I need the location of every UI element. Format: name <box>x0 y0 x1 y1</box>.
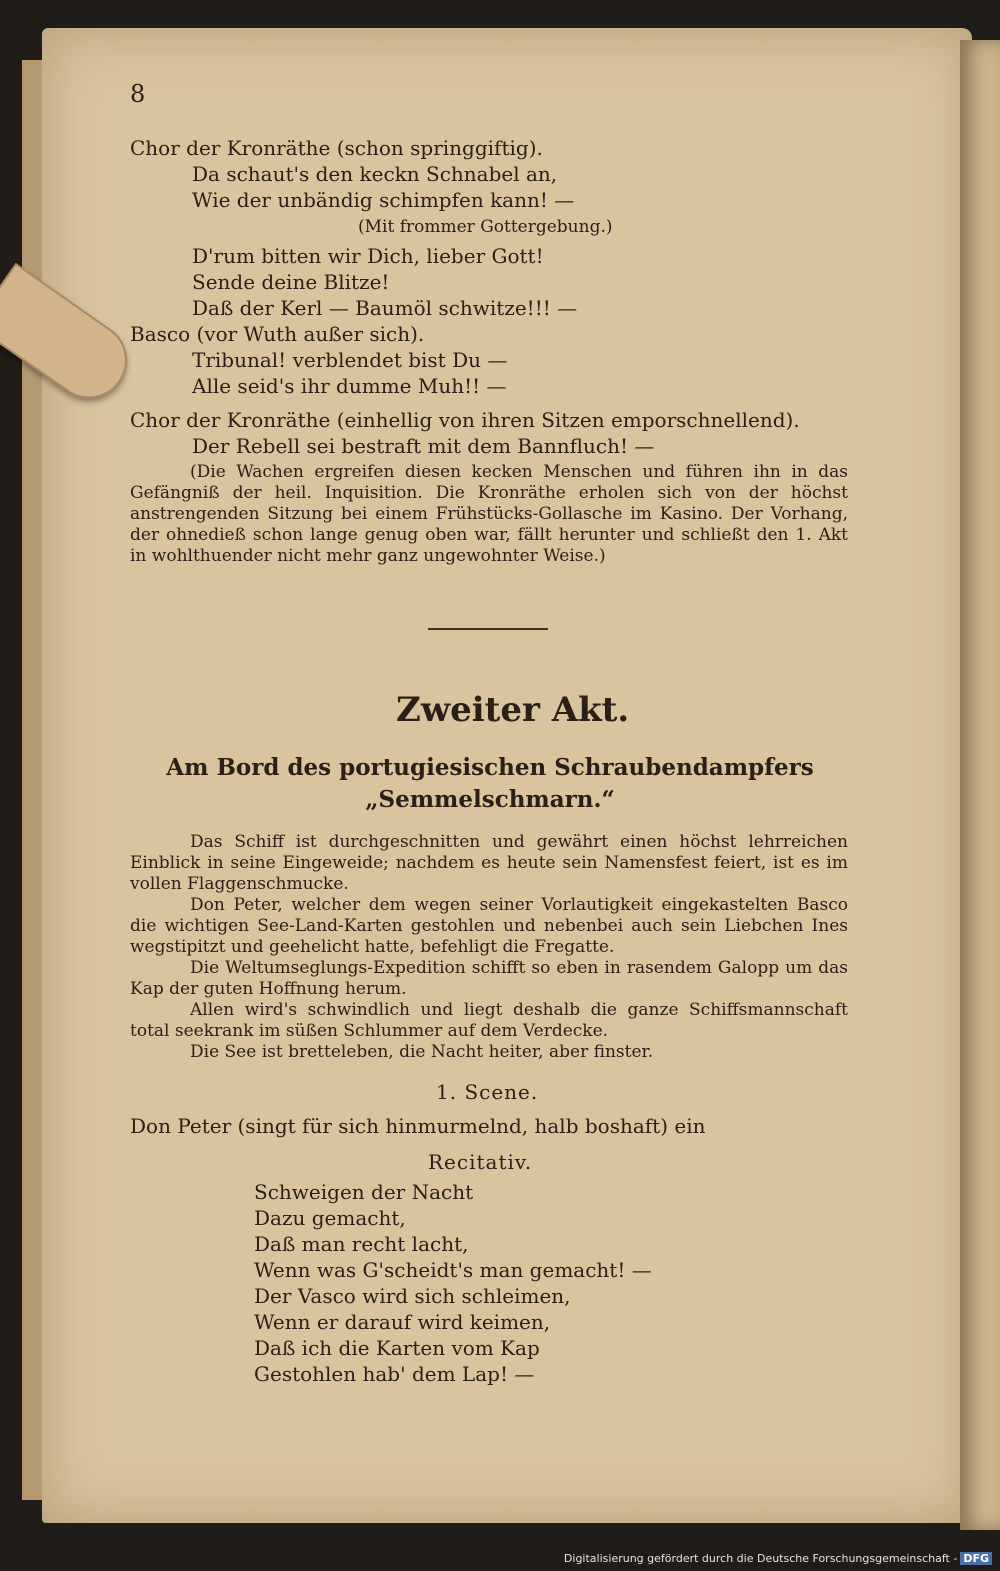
verse-line: Daß man recht lacht, <box>254 1232 469 1256</box>
speaker-line: Chor der Kronräthe (schon springgiftig). <box>130 136 543 160</box>
paragraph: Die Weltumseglungs-Expedition schifft so eben in rasendem Galopp um das Kap der guten Hoffnung herum. <box>130 958 848 999</box>
speaker-line: Chor der Kronräthe (einhellig von ihren Sitzen emporschnellend). <box>130 408 800 432</box>
dfg-logo: DFG <box>960 1552 992 1565</box>
stage-note: (Mit frommer Gottergebung.) <box>358 217 613 237</box>
verse-line: Schweigen der Nacht <box>254 1180 474 1204</box>
verse-line: Tribunal! verblendet bist Du — <box>192 348 508 372</box>
speaker-line: Don Peter (singt für sich hinmurmelnd, halb boshaft) ein <box>130 1114 706 1138</box>
verse-line: Wenn was G'scheidt's man gemacht! — <box>254 1258 652 1282</box>
paragraph: Allen wird's schwindlich und liegt deshalb die ganze Schiffsmannschaft total seekrank im süßen Schlummer auf dem Verdecke. <box>130 1000 848 1041</box>
speaker-line: Basco (vor Wuth außer sich). <box>130 322 425 346</box>
stage-direction: (Die Wachen ergreifen diesen kecken Menschen und führen ihn in das Gefängniß der heil. Inquisition. Die Kronräthe erholen sich von der höchst anstrengenden Sitzung bei einem Frühstücks-Gollasche im Kasino. Der Vorhang, der ohnedieß schon lange genug oben war, fällt herunter und schließt den 1. Akt in wohlthuender nicht mehr ganz ungewohnter Weise.) <box>130 462 848 566</box>
act-title: Zweiter Akt. <box>396 690 630 730</box>
verse-line: Der Rebell sei bestraft mit dem Bannfluch! — <box>192 434 655 458</box>
recitativ-label: Recitativ. <box>428 1150 533 1174</box>
verse-line: Da schaut's den keckn Schnabel an, <box>192 162 558 186</box>
digitization-footer <box>564 1552 992 1565</box>
paragraph: Die See ist bretteleben, die Nacht heiter, aber finster. <box>190 1042 654 1062</box>
verse-line: D'rum bitten wir Dich, lieber Gott! <box>192 244 544 268</box>
page-number: 8 <box>130 80 146 108</box>
verse-line: Daß der Kerl — Baumöl schwitze!!! — <box>192 296 578 320</box>
next-page-edge <box>960 40 1000 1530</box>
paragraph: Don Peter, welcher dem wegen seiner Vorlautigkeit eingekastelten Basco die wichtigen See-Land-Karten gestohlen und nebenbei auch sein Liebchen Ines wegstipitzt und geehelicht hatte, befehligt die Fregatte. <box>130 895 848 957</box>
verse-line: Alle seid's ihr dumme Muh!! — <box>192 374 507 398</box>
footer-text: Digitalisierung gefördert durch die Deutsche Forschungsgemeinschaft - <box>563 1552 958 1565</box>
verse-line: Sende deine Blitze! <box>192 270 390 294</box>
act-subtitle: Am Bord des portugiesischen Schraubendampfers „Semmelschmarn.“ <box>166 754 814 813</box>
section-divider <box>428 628 548 630</box>
scene-heading: 1. Scene. <box>436 1080 539 1104</box>
verse-line: Gestohlen hab' dem Lap! — <box>254 1362 535 1386</box>
verse-line: Daß ich die Karten vom Kap <box>254 1336 540 1360</box>
verse-line: Der Vasco wird sich schleimen, <box>254 1284 571 1308</box>
verse-line: Dazu gemacht, <box>254 1206 406 1230</box>
verse-line: Wenn er darauf wird keimen, <box>254 1310 551 1334</box>
paragraph: Das Schiff ist durchgeschnitten und gewährt einen höchst lehrreichen Einblick in seine Eingeweide; nachdem es heute sein Namensfest feiert, ist es im vollen Flaggenschmucke. <box>130 832 848 894</box>
verse-line: Wie der unbändig schimpfen kann! — <box>192 188 575 212</box>
